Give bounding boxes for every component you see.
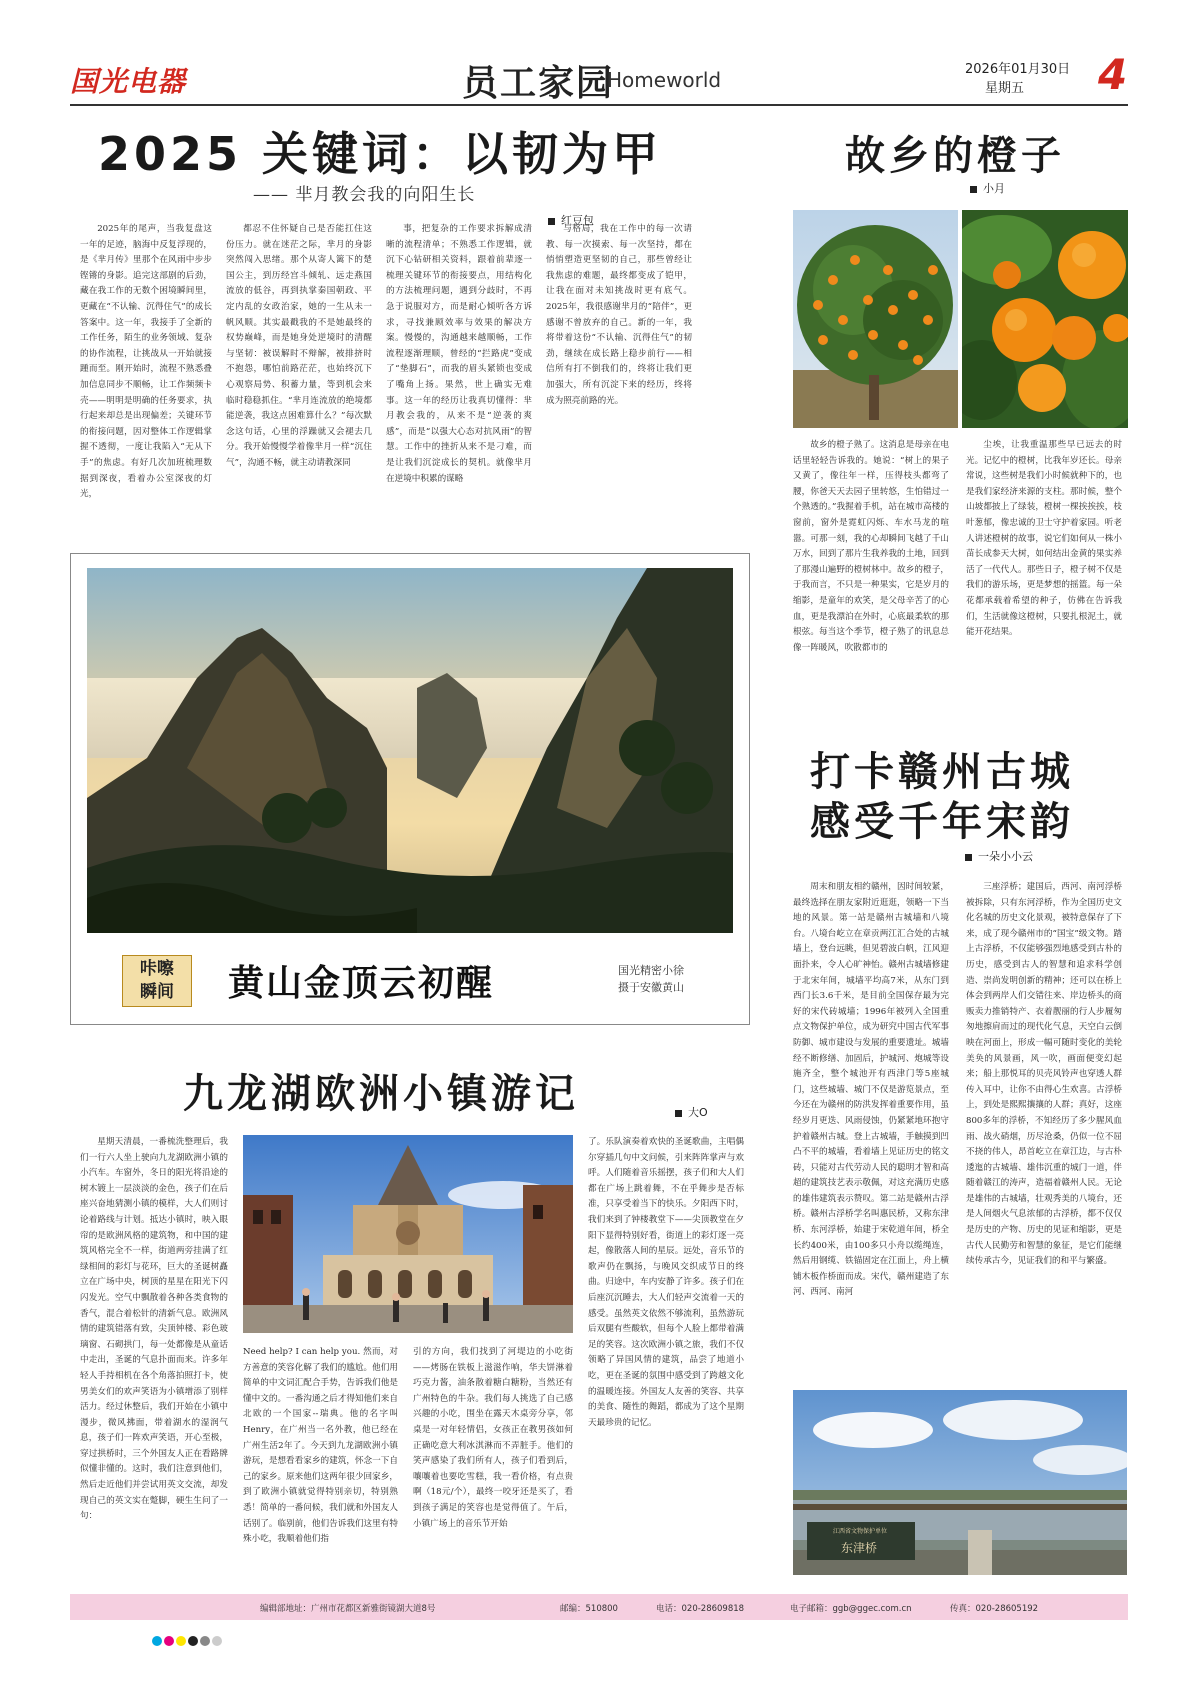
european-town-photo xyxy=(243,1135,573,1333)
photo-feature-tag xyxy=(122,955,192,1007)
article1-subtitle: —— 芈月教会我的向阳生长 xyxy=(253,185,476,205)
photo-feature-title: 黄山金顶云初醒 xyxy=(228,962,495,1004)
bridge-sign-text: 东津桥 xyxy=(841,1541,878,1555)
article4-text-2: Need help? I can help you. 然而，对方善意的笑容化解了我们的尴尬。他们用简单的中文词汇配合手势，告诉我们他是懂中文的。一番沟通之后才得知他们来自北欧的一个国家--瑞典。他的名字叫Henry，在广州当一名外教，他已经在广州生活2年了。今天到九龙湖欧洲小镇游玩，是想看看家乡的建筑，怀念一下自己的家乡。原来他们这两年很少回家乡，到了欧洲小镇就觉得特别亲切，特别熟悉！简单的一番问候，我们就和外国友人话别了。临别前，他们告诉我们这里有特殊小吃，我顺着他们指 xyxy=(243,1347,398,1545)
article1-text-2: 都忍不住怀疑自己是否能扛住这份压力。就在迷茫之际，芈月的身影突然闯入思绪。那个从寄人篱下的楚国公主，到历经宫斗倾轧、远走燕国流放的低谷，再到执掌秦国朝政、平定内乱的女政治家，她的一生从未一帆风顺。其实最戳我的不是她最终的权势巅峰，而是她身处逆境时的清醒与坚韧：被误解时不辩解，被排挤时不抱怨，哪怕前路茫茫，也始终沉下心观察局势、积蓄力量，等到机会来临时稳稳抓住。“芈月连流放的绝境都能逆袭，我这点困难算什么？”每次默念这句话，心里的浮躁就又会褪去几分。我开始慢慢学着像芈月一样“沉住气”，沟通不畅，就主动请教深同 xyxy=(226,224,372,468)
article1-column-3 xyxy=(386,222,532,522)
huangshan-photo xyxy=(87,568,733,933)
article3-text-1: 周末和朋友相约赣州，因时间较紧，最终选择在朋友家附近逛逛，领略一下当地的风景。第一站是赣州古城墙和八境台。八境台屹立在章贡两江汇合处的古城墙上，登台远眺，但见碧波白帆，江风迎面扑来，令人心旷神怡。赣州古城墙修建于北宋年间，城墙平均高7米，从东门到西门长3.6千米，是目前全国保存最为完好的宋代砖城墙；1996年被列入全国重点文物保护单位，成为研究中国古代军事防御、城市建设与发展的重要遗址。城墙经不断修缮、加固后，护城河、炮城等设施齐全，整个城池开有西津门等5座城门，这些城墙、城门不仅是游览景点，至今还在为赣州的防洪发挥着重要作用，虽经岁月更迭、风雨侵蚀，仍紧紧地环抱守护着赣州古城。登上古城墙，手触摸到凹凸不平的城墙，看着墙上见证历史的铭文砖，只能对古代劳动人民的聪明才智和高超的建筑技艺表示敬佩，对这充满历史感的雄伟建筑表示赞叹。第二站是赣州古浮桥。赣州古浮桥学名叫惠民桥，又称东津桥、东河浮桥，始建于宋乾道年间，桥全长约400米，由100多只小舟以缆绳连，然后用钢缆、铁锚固定在江面上，舟上横铺木板作桥面而成。宋代，赣州建造了东河、西河、南河 xyxy=(793,882,949,1298)
footer-postcode: 邮编：510800 xyxy=(560,1604,618,1614)
footer-bar xyxy=(70,1594,1128,1620)
article3-title-line1: 打卡赣州古城 xyxy=(810,749,1074,795)
issue-weekday: 星期五 xyxy=(985,81,1025,96)
article4-column-1 xyxy=(80,1135,228,1575)
footer-email: 电子邮箱：ggb@ggec.com.cn xyxy=(790,1604,912,1614)
article1-column-4 xyxy=(546,222,692,442)
footer-phone: 电话：020-28609818 xyxy=(656,1604,745,1614)
company-logo: 国光电器 xyxy=(70,65,187,98)
issue-date: 2026年01月30日 xyxy=(965,62,1071,77)
byline-square-icon xyxy=(675,1110,682,1117)
section-title: 员工家园 xyxy=(462,62,615,104)
section-title-en: Homeworld xyxy=(607,68,722,92)
header-rule xyxy=(70,104,1128,106)
bridge-sign-small-text: 江西省文物保护单位 xyxy=(833,1528,888,1535)
footer-address: 编辑部地址：广州市花都区新雅街镜湖大道8号 xyxy=(260,1604,436,1614)
article4-text-2b: 引的方向，我们找到了河堤边的小吃街——烤肠在铁板上滋滋作响，华夫饼淋着巧克力酱，油条散着糖白糖粉，当然还有广州特色的牛杂。我们每人挑选了自己感兴趣的小吃，围坐在露天木桌旁分享，邻桌是一对年轻情侣，女孩正在教男孩如何正确吃意大利冰淇淋而不弄脏手。他们的笑声感染了我们所有人，孩子们看到后，嚷嚷着也要吃雪糕，我一看价格，有点贵啊（18元/个），最终一咬牙还是买了，看到孩子满足的笑容也是觉得值了。午后，小镇广场上的音乐节开始 xyxy=(413,1347,573,1529)
article1-text-1: 2025年的尾声，当我复盘这一年的足迹，脑海中反复浮现的，是《芈月传》里那个在风雨中步步铿锵的身影。追完这部剧的后劲，藏在我工作的无数个困境瞬间里，更藏在“不认输、沉得住气”的成长答案中。这一年，我接手了全新的工作任务，陌生的业务领域、复杂的协作流程，让挑战从一开始就接踵而至。刚开始时，流程不熟悉叠加信息同步不顺畅，让工作频频卡壳——明明是明确的任务要求，执行起来却总是出现偏差；关键环节的衔接问题，因对整体工作逻辑掌握不透彻，一度让我陷入“无从下手”的焦虑。有好几次加班梳理数据到深夜，看着办公室深夜的灯光， xyxy=(80,224,212,500)
photo-feature-tag-text: 咔嚓瞬间 xyxy=(140,959,174,1002)
footer-fax: 传真：020-28605192 xyxy=(950,1604,1039,1614)
color-dot-lightgray xyxy=(212,1636,222,1646)
article4-text-3: 了。乐队演奏着欢快的圣诞歌曲，主唱偶尔穿插几句中文问候，引来阵阵掌声与欢呼。人们随着音乐摇摆，孩子们和大人们都在广场上跳着舞，不在乎舞步是否标准，只享受着当下的快乐。夕阳西下时，我们来到了钟楼教堂下——尖顶教堂在夕阳下显得特别好看，街道上的彩灯逐一亮起，像散落人间的星辰。远处，音乐节的歌声仍在飘扬，与晚风交织成节日的终曲。归途中，车内安静了许多。孩子们在后座沉沉睡去，大人们轻声交流着一天的感受。虽然英文依然不够流利，虽然游玩后双腿有些酸软，但每个人脸上都带着满足的笑容。这次欧洲小镇之旅，我们不仅领略了异国风情的建筑，品尝了地道小吃，更在圣诞的氛围中感受到了跨越文化的温暖连接。外国友人友善的笑容、共享的美食、随性的舞蹈，都成为了这个星期天最珍贵的记忆。 xyxy=(588,1137,744,1428)
article4-title: 九龙湖欧洲小镇游记 xyxy=(183,1071,579,1117)
article2-text-2: 尘埃，让我重温那些早已远去的时光。记忆中的橙树，比我年岁还长。母亲常说，这些树是我们小时候就种下的，也是我们家经济来源的支柱。那时候，整个山坡都披上了绿装，橙树一棵挨挨挨，枝叶葱郁，像忠诚的卫士守护着家园。听老人讲述橙树的故事，说它们如何从一株小苗长成参天大树，如何结出金黄的果实养活了一代代人。那些日子，橙子树不仅是我们的游乐场，更是梦想的摇篮。每一朵花都承载着希望的种子，仿佛在告诉我们，生活就像这橙树，只要扎根泥土，就能开花结果。 xyxy=(966,440,1122,638)
photo-credit-line2: 摄于安徽黄山 xyxy=(618,981,684,994)
color-dot-magenta xyxy=(164,1636,174,1646)
article1-text-3: 事，把复杂的工作要求拆解成清晰的流程清单；不熟悉工作逻辑，就沉下心钻研相关资料，跟着前辈逐一梳理关键环节的衔接要点，用结构化的方法梳理问题，遇到分歧时，不再急于说服对方，而是耐心倾听各方诉求，寻找兼顾效率与效果的解决方案。慢慢的，沟通越来越顺畅，工作流程逐渐理顺，曾经的“拦路虎”变成了“垫脚石”，而我的眉头紧锁也变成了嘴角上扬。果然，世上确实无难事。这一年的经历让我真切懂得：芈月教会我的，从来不是“逆袭的爽感”，而是“以强大心态对抗风雨”的智慧。工作中的挫折从来不是刁难，而是让我们沉淀成长的契机。就像芈月在逆境中积累的谋略 xyxy=(386,224,532,484)
article2-byline xyxy=(970,180,1005,196)
article3-column-2 xyxy=(966,880,1122,1370)
page-number: 4 xyxy=(1098,50,1128,99)
article4-byline xyxy=(675,1104,708,1120)
article4-column-2 xyxy=(243,1345,398,1577)
article1-text-4: 与格局，我在工作中的每一次请教、每一次摸索、每一次坚持，都在悄悄塑造更坚韧的自己，那些曾经让我焦虑的难题，最终都变成了铠甲，让我在面对未知挑战时更有底气。2025年，我很感谢芈月的“陪伴”，更感谢不曾放弃的自己。新的一年，我将带着这份“不认输、沉得住气”的韧劲，继续在成长路上稳步前行——相信所有打不倒我们的，终将让我们更加强大，所有沉淀下来的经历，终将成为照亮前路的光。 xyxy=(546,224,692,406)
article4-author: 大O xyxy=(688,1106,708,1119)
byline-square-icon xyxy=(965,854,972,861)
article1-column-1 xyxy=(80,222,212,522)
article2-author: 小月 xyxy=(983,182,1005,195)
color-dot-cyan xyxy=(152,1636,162,1646)
article1-author: 红豆包 xyxy=(561,214,594,227)
byline-square-icon xyxy=(970,186,977,193)
floating-bridge-photo xyxy=(793,1390,1127,1575)
color-dot-gray xyxy=(200,1636,210,1646)
article2-text-1: 故乡的橙子熟了。这消息是母亲在电话里轻轻告诉我的。她说：“树上的果子又黄了，像往年一样，压得枝头都弯了腰，你爸天天去园子里转悠，生怕错过一个熟透的。”我握着手机，站在城市高楼的窗前，窗外是霓虹闪烁、车水马龙的喧嚣。可那一刻，我的心却瞬间飞越了千山万水，回到了那片生我养我的土地，回到了那漫山遍野的橙树林中。故乡的橙子，于我而言，不只是一种果实，它是岁月的缩影，是童年的欢笑，是父母辛苦了的心血，更是我漂泊在外时，心底最柔软的那根弦。每当这个季节，橙子熟了的讯息总像一阵暖风，吹散都市的 xyxy=(793,440,949,653)
orange-tree-photo xyxy=(793,210,958,428)
article3-column-1 xyxy=(793,880,949,1385)
article3-byline xyxy=(965,848,1033,864)
article2-title: 故乡的橙子 xyxy=(845,133,1065,179)
issue-date-block xyxy=(965,60,1070,98)
article4-column-3 xyxy=(588,1135,744,1575)
color-dot-yellow xyxy=(176,1636,186,1646)
article2-column-2 xyxy=(966,438,1122,673)
article3-author: 一朵小小云 xyxy=(978,850,1033,863)
article1-column-2 xyxy=(226,222,372,522)
photo-feature-credit xyxy=(618,962,684,996)
article2-column-1 xyxy=(793,438,949,698)
orange-closeup-photo xyxy=(962,210,1128,428)
article1-title: 2025 关键词：以韧为甲 xyxy=(98,127,663,181)
color-dot-black xyxy=(188,1636,198,1646)
article4-column-2b xyxy=(413,1345,573,1577)
photo-credit-line1: 国光精密小徐 xyxy=(618,964,684,977)
article3-title-line2: 感受千年宋韵 xyxy=(810,799,1074,845)
article3-text-2: 三座浮桥；建国后，西河、南河浮桥被拆除，只有东河浮桥，作为全国历史文化名城的历史文化景观，被特意保存了下来，成了现今赣州市的“国宝”级文物。踏上古浮桥，不仅能够强烈地感受到古朴的历史，感受到古人的智慧和追求科学创造、崇尚发明创新的精神；还可以在桥上体会到两岸人们交错往来、岸边桥头的商贩卖力推销特产、衣着靓丽的行人步履匆匆地擦肩而过的现代化气息，天空白云倒映在河面上，形成一幅可随时变化的美轮美奂的风景画，风一吹，画面便变幻起来；船上那悦耳的贝壳风铃声也穿透人群传入耳中，让你不由得心生欢喜。古浮桥上，到处是熙熙攘攘的人群；真好，这座800多年的浮桥，不知经历了多少腥风血雨、战火硝烟，历尽沧桑，仍似一位不屈不挠的伟人，昂首屹立在章江边，与古朴逶迤的古城墙、雄伟沉重的城门一道，伴随着赣江的涛声，造福着赣州人民。无论是雄伟的古城墙，壮观秀美的八境台，还是人间烟火气息浓郁的古浮桥，都不仅仅是历史的产物、历史的见证和缩影，更是古代人民勤劳和智慧的象征，是它们能继续传承古今，见证我们的和平与繁盛。 xyxy=(966,882,1122,1267)
article4-text-1: 星期天清晨，一番梳洗整理后，我们一行六人坐上驶向九龙湖欧洲小镇的小汽车。车窗外，冬日的阳光将沿途的树木镀上一层淡淡的金色，孩子们在后座兴奋地猜测小镇的模样，大人们则讨论着路线与计划。抵达小镇时，映入眼帘的是欧洲风格的建筑物，和中国的建筑风格完全不一样，街道两旁挂满了红绿相间的彩灯与花环，巨大的圣诞树矗立在广场中央，树顶的星星在阳光下闪闪发光。空气中飘散着各种各类食物的香气，混合着松针的清新气息。欧洲风情的建筑错落有致，尖顶钟楼、彩色玻璃窗、石砌拱门，每一处都像是从童话中走出，圣诞的气息扑面而来。许多年轻人手持相机在各个角落拍照打卡，使男美女们的欢声笑语为小镇增添了别样活力。经过休整后，我们开始在小镇中漫步，微风拂面，带着湖水的湿润气息，孩子们一阵欢声笑语，开心至极，穿过拱桥时，三个外国友人正在看路牌似懂非懂的。这时，我们注意到他们，然后走近他们并尝试用英文交流，却发现自己的英文实在蹩脚，硬生生问了一句： xyxy=(80,1137,228,1522)
